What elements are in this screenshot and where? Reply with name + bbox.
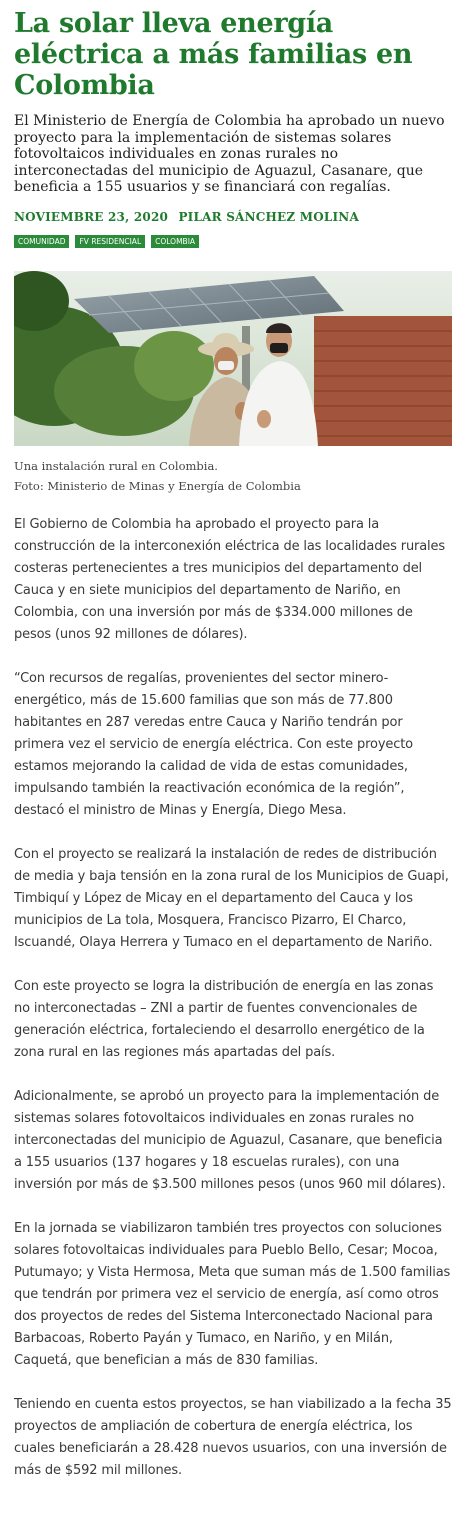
article-title: La solar lleva energía eléctrica a más familias en Colombia	[14, 8, 413, 101]
photo-credit: Foto: Ministerio de Minas y Energía de Colombia	[14, 479, 301, 494]
body-paragraph: Teniendo en cuenta estos proyectos, se han viabilizado a la fecha 35 proyectos de ampliación de cobertura de energía eléctrica, los cuales beneficiarán a 28.428 nuevos usuarios, con una inversión de más de $592 mil millones.	[14, 1397, 452, 1479]
tag-fv-residencial[interactable]: FV RESIDENCIAL	[75, 235, 145, 249]
body-paragraph: En la jornada se viabilizaron también tres proyectos con soluciones solares fotovoltaicas individuales para Pueblo Bello, Cesar; Mocoa, Putumayo; y Vista Hermosa, Meta que suman más de 1.500 familias que tendrán por primera vez el servicio de energía, así como otros dos proyectos de redes del Sistema Interconectado Nacional para Barbacoas, Roberto Payán y Tumaco, en Nariño, y en Milán, Caquetá, que benefician a más de 830 familias.	[14, 1221, 451, 1369]
tag-colombia[interactable]: COLOMBIA	[151, 235, 199, 249]
body-paragraph: Adicionalmente, se aprobó un proyecto para la implementación de sistemas solares fotovoltaicos individuales en zonas rurales no interconectadas del municipio de Aguazul, Casanare, que beneficia a 155 usuarios (137 hogares y 18 escuelas rurales), con una inversión por más de $3.500 millones pesos (unos 960 mil dólares).	[14, 1089, 446, 1193]
body-paragraph: El Gobierno de Colombia ha aprobado el proyecto para la construcción de la interconexión eléctrica de las localidades rurales costeras pertenecientes a tres municipios del departamento del Cauca y en siete municipios del departamento de Nariño, en Colombia, con una inversión por más de $334.000 millones de pesos (unos 92 millones de dólares).	[14, 517, 445, 643]
article-date: NOVIEMBRE 23, 2020	[14, 209, 169, 224]
body-paragraph: Con el proyecto se realizará la instalación de redes de distribución de media y baja tensión en la zona rural de los Municipios de Guapi, Timbiquí y López de Micay en el departamento del Cauca y los municipios de La tola, Mosquera, Francisco Pizarro, El Charco, Iscuandé, Olaya Herrera y Tumaco en el departamento de Nariño.	[14, 847, 449, 951]
body-paragraph: Con este proyecto se logra la distribución de energía en las zonas no interconectadas – ZNI a partir de fuentes convencionales de generación eléctrica, fortaleciendo el desarrollo energético de la zona rural en las regiones más apartadas del país.	[14, 979, 434, 1061]
author-link[interactable]: PILAR SÁNCHEZ MOLINA	[178, 209, 359, 224]
article-lead: El Ministerio de Energía de Colombia ha aprobado un nuevo proyecto para la implementación de sistemas solares fotovoltaicos individuales en zonas rurales no interconectadas del municipio de Aguazul, Casanare, que beneficia a 155 usuarios y se financiará con regalías.	[14, 113, 445, 196]
article-photo	[14, 271, 452, 446]
article-body	[14, 514, 452, 1482]
photo-caption	[14, 456, 452, 496]
tag-list	[14, 235, 452, 249]
article-meta	[14, 210, 452, 224]
body-paragraph: “Con recursos de regalías, provenientes del sector minero-energético, más de 15.600 familias que son más de 77.800 habitantes en 287 veredas entre Cauca y Nariño tendrán por primera vez el servicio de energía eléctrica. Con este proyecto estamos mejorando la calidad de vida de estas comunidades, impulsando también la reactivación económica de la región”, destacó el ministro de Minas y Energía, Diego Mesa.	[14, 671, 413, 819]
photo-illustration	[14, 271, 452, 446]
caption-text: Una instalación rural en Colombia.	[14, 459, 218, 474]
tag-comunidad[interactable]: COMUNIDAD	[14, 235, 69, 249]
